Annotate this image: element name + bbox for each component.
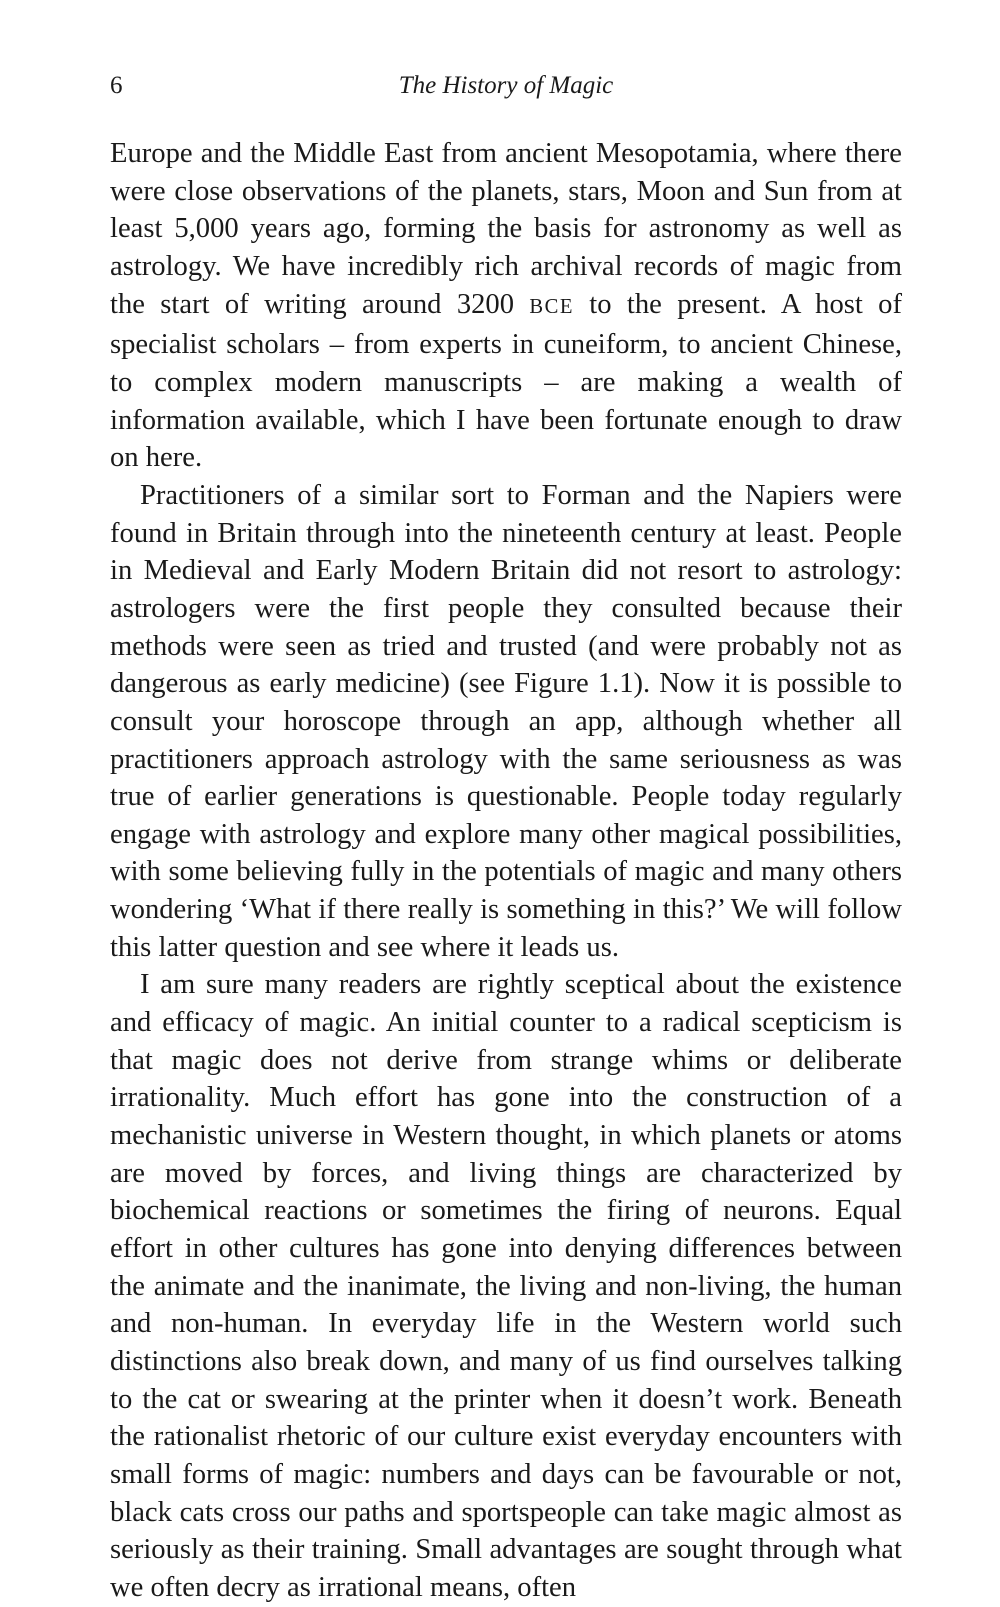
running-head bbox=[110, 72, 902, 108]
paragraph-1-text-b: to the present. A host of specialist scholars – from experts in cuneiform, to ancient Chinese, to complex modern manuscripts – are making a wealth of information available, which I have been fortunate enough to draw on here. bbox=[110, 288, 902, 474]
paragraph-1 bbox=[110, 135, 902, 477]
paragraph-2: Practitioners of a similar sort to Forman and the Napiers were found in Britain through into the nineteenth century at least. People in Medieval and Early Modern Britain did not resort to astrology: astrologers were the first people they consulted because their methods were seen as tried and trusted (and were probably not as dangerous as early medicine) (see Figure 1.1). Now it is possible to consult your horoscope through an app, although whether all practitioners approach astrology with the same seriousness as was true of earlier generations is questionable. People today regularly engage with astrology and explore many other magical possibilities, with some believing fully in the potentials of magic and many others wondering ‘What if there really is something in this?’ We will follow this latter question and see where it leads us. bbox=[110, 479, 902, 963]
paragraph-1-text-a: Europe and the Middle East from ancient Mesopotamia, where there were close observations of the planets, stars, Moon and Sun from at least 5,000 years ago, forming the basis for astronomy as well as astrology. We have incredibly rich archival records of magic from the start of writing around 3200 bbox=[110, 138, 902, 320]
book-title: The History of Magic bbox=[398, 72, 614, 99]
page-number: 6 bbox=[110, 72, 123, 99]
body-text bbox=[110, 135, 902, 1607]
era-abbreviation: BCE bbox=[529, 295, 574, 318]
paragraph-3: I am sure many readers are rightly sceptical about the existence and efficacy of magic. An initial counter to a radical scepticism is that magic does not derive from strange whims or deliberate irrationality. Much effort has gone into the construction of a mechanistic universe in Western thought, in which planets or atoms are moved by forces, and living things are characterized by biochemical reactions or sometimes the firing of neurons. Equal effort in other cultures has gone into denying differences between the animate and the inanimate, the living and non-living, the human and non-human. In everyday life in the Western world such distinctions also break down, and many of us find ourselves talking to the cat or swearing at the printer when it doesn’t work. Beneath the rationalist rhetoric of our culture exist everyday encounters with small forms of magic: numbers and days can be favourable or not, black cats cross our paths and sportspeople can take magic almost as seriously as their training. Small advantages are sought through what we often decry as irrational means, often bbox=[110, 969, 902, 1603]
